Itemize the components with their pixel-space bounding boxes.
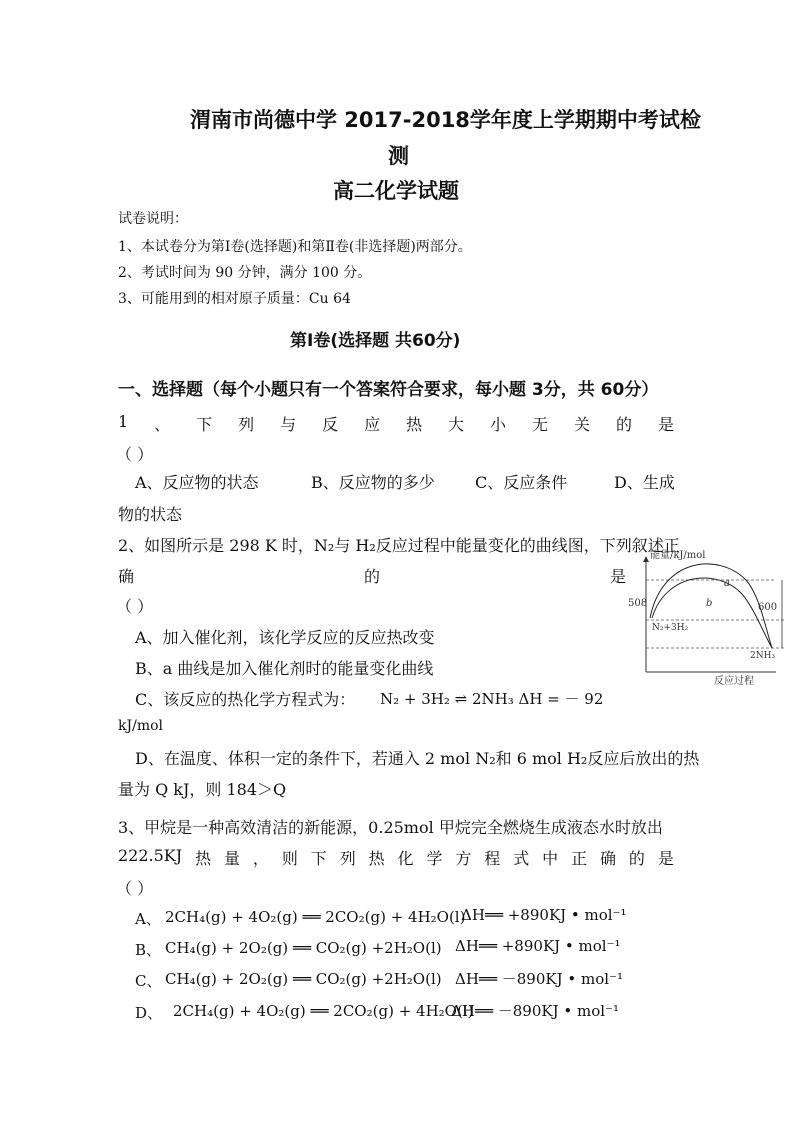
exam-title-line2: 测 — [388, 144, 409, 168]
energy-profile-diagram — [628, 550, 796, 690]
q2-stem-word: 是 — [609, 567, 626, 586]
q3-option-a-enthalpy: ΔH══ +890KJ • mol⁻¹ — [461, 906, 627, 924]
q3-stem-word: 列 — [339, 849, 356, 868]
y-axis-arrow-icon — [643, 556, 649, 562]
curve-a-label: a — [724, 578, 730, 589]
q3-option-c-enthalpy: ΔH══ －890KJ • mol⁻¹ — [455, 970, 623, 988]
curve-b-label: b — [706, 598, 713, 609]
q1-answer-blank: （ ） — [116, 445, 154, 464]
q1-stem-char: 是 — [657, 415, 674, 434]
exam-title-line1: 渭南市尚德中学 2017-2018学年度上学期期中考试检 — [190, 108, 701, 132]
q1-stem-char: 、 — [154, 415, 171, 434]
reactants-label: N₂+3H₂ — [652, 623, 689, 633]
q3-option-b-enthalpy: ΔH══ +890KJ • mol⁻¹ — [455, 937, 621, 955]
q3-option-b-label: B、 — [135, 941, 162, 959]
q3-stem-word: 化 — [397, 849, 414, 868]
q3-stem-word: 学 — [426, 849, 443, 868]
q2-option-c-label: C、该反应的热化学方程式为： — [135, 690, 356, 709]
q1-stem — [118, 412, 674, 435]
q3-stem-word: 程 — [484, 849, 501, 868]
q1-option-c: C、反应条件 — [475, 473, 568, 492]
instruction-item: 3、可能用到的相对原子质量：Cu 64 — [118, 291, 351, 307]
q3-stem-line1: 3、甲烷是一种高效清洁的新能源，0.25mol 甲烷完全燃烧生成液态水时放出 — [118, 818, 663, 837]
q3-stem-word: 下 — [310, 849, 327, 868]
value-600-label: 600 — [758, 602, 778, 613]
q3-option-d-label: D、 — [135, 1004, 163, 1022]
q1-stem-char: 大 — [448, 415, 465, 434]
q3-stem-word: 正 — [571, 849, 588, 868]
instructions-heading: 试卷说明： — [118, 211, 188, 227]
q3-answer-blank: （ ） — [116, 879, 154, 898]
x-axis-label: 反应过程 — [714, 676, 754, 687]
q1-option-d-continuation: 物的状态 — [118, 505, 183, 524]
q3-stem-word: 的 — [628, 849, 645, 868]
q1-stem-char: 反 — [322, 415, 339, 434]
q3-option-d-enthalpy: ΔH══ －890KJ • mol⁻¹ — [451, 1002, 619, 1020]
q1-option-b: B、反应物的多少 — [311, 473, 435, 492]
value-508-label: 508 — [628, 598, 648, 609]
q1-stem-char: 的 — [615, 415, 632, 434]
q1-stem-char: 1 — [118, 412, 129, 431]
q1-stem-char: 无 — [532, 415, 549, 434]
y-axis-label: 能量/kJ/mol — [650, 550, 706, 561]
q2-answer-blank: （ ） — [116, 597, 154, 616]
q1-option-d: D、生成 — [614, 473, 675, 492]
q3-stem-word: 则 — [281, 849, 298, 868]
q3-option-a-label: A、 — [135, 910, 161, 928]
q3-option-c-equation: CH₄(g) + 2O₂(g) ══ CO₂(g) +2H₂O(l) — [165, 970, 442, 988]
q2-option-a: A、加入催化剂，该化学反应的反应热改变 — [135, 628, 435, 647]
q2-option-d-line1: D、在温度、体积一定的条件下，若通入 2 mol N₂和 6 mol H₂反应后放出的热 — [135, 749, 700, 768]
q1-stem-char: 应 — [364, 415, 381, 434]
instruction-item: 1、本试卷分为第Ⅰ卷(选择题)和第Ⅱ卷(非选择题)两部分。 — [118, 239, 472, 255]
q2-option-c-equation: N₂ + 3H₂ ⇌ 2NH₃ ΔH = － 92 — [380, 690, 604, 708]
q1-option-a: A、反应物的状态 — [135, 473, 259, 492]
part1-title: 第Ⅰ卷(选择题 共60分) — [290, 331, 461, 351]
q2-stem-line1: 2、如图所示是 298 K 时，N₂与 H₂反应过程中能量变化的曲线图，下列叙述正 — [118, 536, 680, 555]
q1-stem-char: 小 — [490, 415, 507, 434]
q2-option-d-line2: 量为 Q kJ，则 184＞Q — [118, 780, 287, 799]
instruction-item: 2、考试时间为 90 分钟，满分 100 分。 — [118, 265, 372, 281]
q3-option-d-equation: 2CH₄(g) + 4O₂(g) ══ 2CO₂(g) + 4H₂O(l) — [173, 1002, 474, 1020]
q2-stem-word: 的 — [363, 567, 380, 586]
q3-option-b-equation: CH₄(g) + 2O₂(g) ══ CO₂(g) +2H₂O(l) — [165, 939, 442, 957]
q1-stem-char: 下 — [196, 415, 213, 434]
q3-stem-word: 热 — [368, 849, 385, 868]
q1-stem-char: 与 — [280, 415, 297, 434]
q3-option-c-label: C、 — [135, 972, 162, 990]
q3-option-a-equation: 2CH₄(g) + 4O₂(g) ══ 2CO₂(g) + 4H₂O(l) — [165, 908, 466, 926]
product-label: 2NH₃ — [750, 651, 776, 661]
q2-stem-word: 确 — [118, 567, 135, 586]
q3-stem-word: 中 — [542, 849, 559, 868]
q1-stem-char: 列 — [238, 415, 255, 434]
q3-stem-word: 是 — [657, 849, 674, 868]
q1-stem-char: 热 — [406, 415, 423, 434]
q3-stem-word: 222.5KJ — [118, 846, 183, 865]
exam-subtitle: 高二化学试题 — [333, 179, 459, 203]
q2-stem-line2 — [118, 564, 626, 587]
q3-stem-word: 式 — [513, 849, 530, 868]
q2-option-b: B、a 曲线是加入催化剂时的能量变化曲线 — [135, 659, 434, 678]
q3-stem-word: 方 — [455, 849, 472, 868]
q1-stem-char: 关 — [574, 415, 591, 434]
q2-option-c-unit: kJ/mol — [118, 718, 163, 734]
q3-stem-word: 量 — [224, 849, 241, 868]
q3-stem-word: ， — [252, 849, 269, 868]
q3-stem-word: 热 — [195, 849, 212, 868]
q3-stem-line2 — [118, 846, 674, 869]
section1-heading: 一、选择题（每个小题只有一个答案符合要求，每小题 3分，共 60分） — [118, 380, 659, 400]
q3-stem-word: 确 — [599, 849, 616, 868]
curve-b-line — [652, 578, 772, 648]
